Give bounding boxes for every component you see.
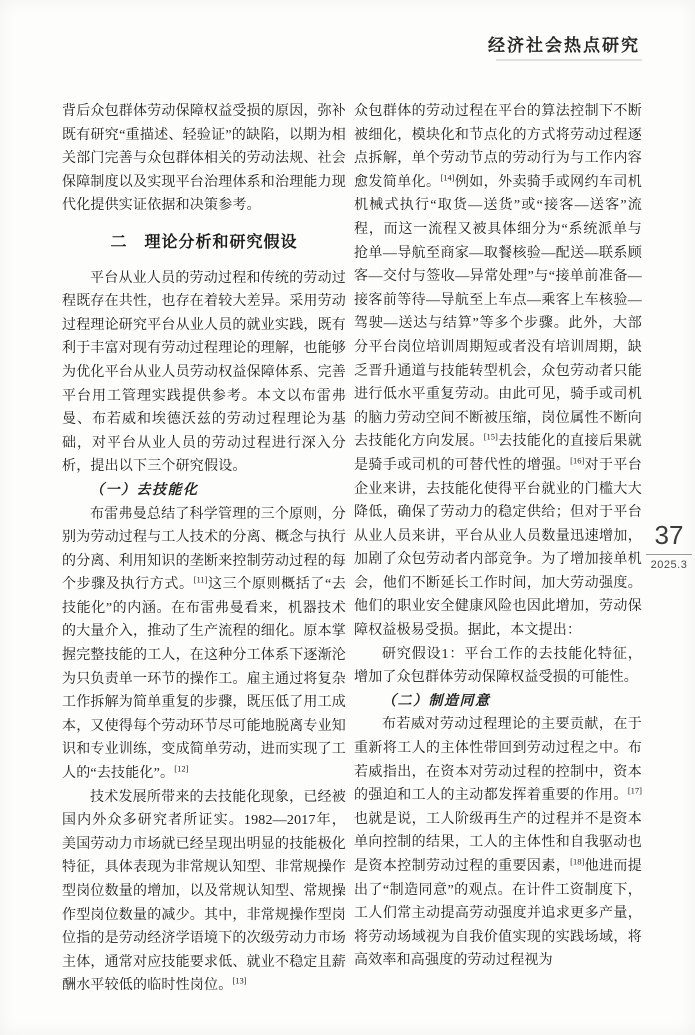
running-header: 经济社会热点研究 xyxy=(488,36,640,55)
subsection-heading-deskilling: （一）去技能化 xyxy=(90,482,199,498)
paragraph-braverman: 布雷弗曼总结了科学管理的三个原则，分别为劳动过程与工人技术的分离、概念与执行的分离、利用知识的垄断来控制劳动过程的每个步骤及执行方式。[11]这三个原则概括了“去技能化”的内涵。在布雷弗曼看来，机器技术的大量介入，推动了生产流程的细化。原本掌握完整技能的工人，在这种分工体系下逐渐沦为只负责单一环节的操作工。雇主通过将复杂工作拆解为简单重复的步骤，既压低了用工成本，又使得每个劳动环节尽可能地脱离专业知识和专业训练，变成简单劳动，进而实现了工人的“去技能化”。[12] xyxy=(62,506,346,782)
left-column xyxy=(62,100,346,998)
page-folio xyxy=(645,520,693,571)
page-number-rule xyxy=(646,554,692,555)
subsection-heading-consent: （二）制造同意 xyxy=(382,693,491,709)
running-header-rule xyxy=(496,59,642,61)
paragraph-intro: 平台从业人员的劳动过程和传统的劳动过程既存在共性，也存在着较大差异。采用劳动过程理论研究平台从业人员的就业实践，既有利于丰富对现有劳动过程理论的理解，也能够为优化平台从业人员劳动权益保障体系、完善平台用工管理实践提供参考。本文以布雷弗曼、布若威和埃德沃兹的劳动过程理论为基础，对平台从业人员的劳动过程进行深入分析，提出以下三个研究假设。 xyxy=(62,270,346,475)
paragraph-hypothesis-1: 研究假设1：平台工作的去技能化特征，增加了众包群体劳动保障权益受损的可能性。 xyxy=(354,646,642,686)
paragraph-crowdsourcing: 众包群体的劳动过程在平台的算法控制下不断被细化，模块化和节点化的方式将劳动过程逐点拆解，单个劳动节点的劳动行为与工作内容愈发简单化。[14]例如，外卖骑手或网约车司机机械式执行“取货—送货”或“接客—送客”流程，而这一流程又被具体细分为“系统派单与抢单—导航至商家—取餐核验—配送—联系顾客—交付与签收—异常处理”与“接单前准备—接客前等待—导航至上车点—乘客上车核验—驾驶—送达与结算”等多个步骤。此外，大部分平台岗位培训周期短或者没有培训周期，缺乏晋升通道与技能转型机会，众包劳动者只能进行低水平重复劳动。由此可见，骑手或司机的脑力劳动空间不断被压缩，岗位属性不断向去技能化方向发展。[15]去技能化的直接后果就是骑手或司机的可替代性的增强。[16]对于平台企业来讲，去技能化使得平台就业的门槛大大降低，确保了劳动力的稳定供给；但对于平台从业人员来讲，平台从业人员数量迅速增加，加剧了众包劳动者内部竞争。为了增加接单机会，他们不断延长工作时间，加大劳动强度。他们的职业安全健康风险也因此增加，劳动保障权益极易受损。据此，本文提出： xyxy=(354,104,642,639)
paragraph-deskilling-evidence: 技术发展所带来的去技能化现象，已经被国内外众多研究者所证实。1982—2017年，美国劳动力市场就已经呈现出明显的技能极化特征，具体表现为非常规认知型、非常规操作型岗位数量的增加，以及常规认知型、常规操作型岗位数量的减少。其中，非常规操作型岗位指的是劳动经济学语境下的次级劳动力市场主体，通常对应技能要求低、就业不稳定且薪酬水平较低的临时性岗位。[13] xyxy=(62,789,346,994)
paragraph-burawoy: 布若威对劳动过程理论的主要贡献，在于重新将工人的主体性带回到劳动过程之中。布若威指出，在资本对劳动过程的控制中，资本的强迫和工人的主动都发挥着重要的作用。[17]也就是说，工人阶级再生产的过程并不是资本单向控制的结果，工人的主体性和自我驱动也是资本控制劳动过程的重要因素，[18]他进而提出了“制造同意”的观点。在计件工资制度下，工人们常主动提高劳动强度并追求更多产量，将劳动场域视为自我价值实现的实践场域，将高效率和高强度的劳动过程视为 xyxy=(354,717,642,969)
issue-label: 2025.3 xyxy=(650,559,688,572)
paragraph-continuation: 背后众包群体劳动保障权益受损的原因，弥补既有研究“重描述、轻验证”的缺陷，以期为相关部门完善与众包群体相关的劳动法规、社会保障制度以及实现平台治理体系和治理能力现代化提供实证依据和决策参考。 xyxy=(62,104,346,214)
section-heading: 二 理论分析和研究假设 xyxy=(110,233,298,251)
page-number: 37 xyxy=(654,520,684,550)
right-column xyxy=(354,100,642,973)
